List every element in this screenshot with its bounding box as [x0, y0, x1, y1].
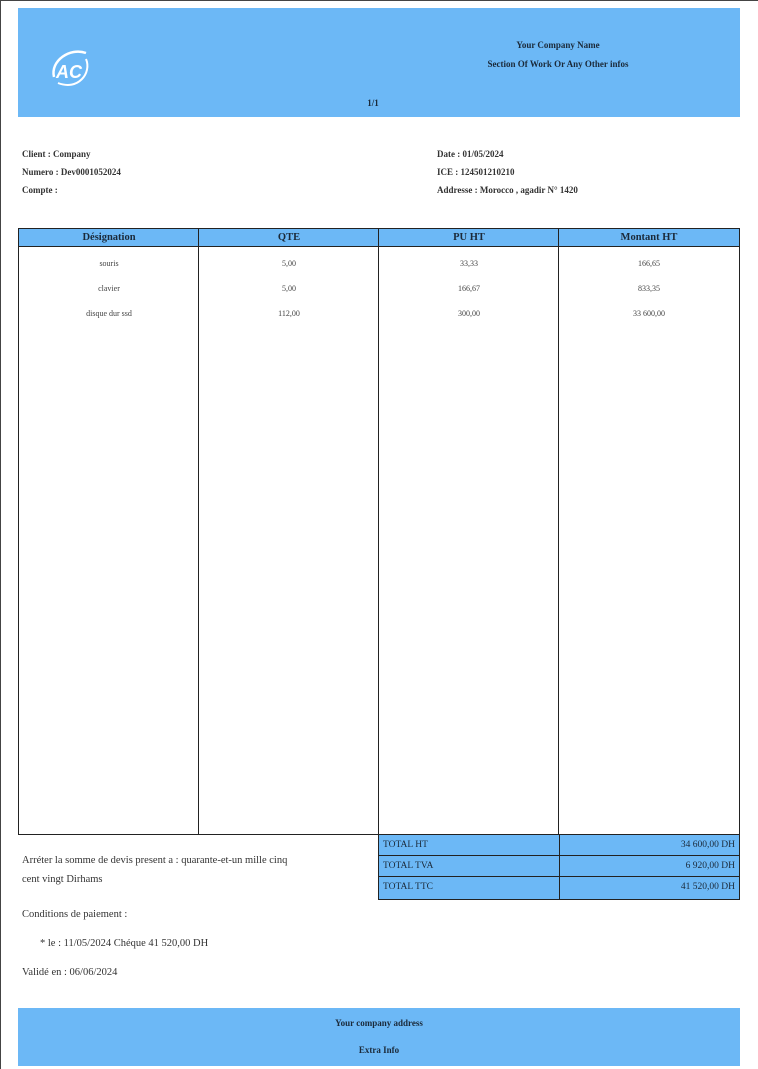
ice-field: ICE : 124501210210 — [437, 167, 515, 177]
footer-extra-info: Extra Info — [358, 1045, 400, 1055]
header-band — [18, 8, 740, 117]
logo-text: AC — [56, 62, 82, 82]
amount-in-words-line-1: Arréter la somme de devis present a : quarante-et-un mille cinq — [22, 855, 288, 866]
total-ht-value: 34 600,00 DH — [680, 840, 735, 850]
company-subtitle: Section Of Work Or Any Other infos — [487, 59, 629, 69]
total-tva-label: TOTAL TVA — [383, 861, 434, 871]
numero-field: Numero : Dev0001052024 — [22, 167, 121, 177]
total-ht-label: TOTAL HT — [383, 840, 428, 850]
table-header — [19, 229, 739, 247]
table-cell: 5,00 — [282, 259, 296, 268]
address-field: Addresse : Morocco , agadir N° 1420 — [437, 185, 578, 195]
totals-table — [378, 834, 740, 900]
company-logo-icon — [48, 47, 92, 89]
client-field: Client : Company — [22, 149, 91, 159]
amount-in-words-line-2: cent vingt Dirhams — [22, 874, 103, 885]
table-cell: 300,00 — [458, 309, 480, 318]
compte-field: Compte : — [22, 185, 58, 195]
table-cell: 33 600,00 — [633, 309, 665, 318]
total-ttc-label: TOTAL TTC — [383, 882, 433, 892]
table-cell: 833,35 — [638, 284, 660, 293]
header-pu-ht: PU HT — [453, 232, 485, 243]
column-divider — [558, 229, 559, 834]
table-cell: 5,00 — [282, 284, 296, 293]
total-tva-row — [379, 856, 739, 877]
table-cell: 166,65 — [638, 259, 660, 268]
total-ttc-value: 41 520,00 DH — [680, 882, 735, 892]
table-cell: 33,33 — [460, 259, 478, 268]
total-tva-value: 6 920,00 DH — [685, 861, 735, 871]
page-number: 1/1 — [367, 98, 379, 108]
payment-conditions-label: Conditions de paiement : — [22, 909, 128, 920]
footer-band — [18, 1008, 740, 1066]
date-field: Date : 01/05/2024 — [437, 149, 504, 159]
validated-date: Validé en : 06/06/2024 — [22, 967, 118, 978]
table-cell: souris — [99, 259, 119, 268]
table-cell: 166,67 — [458, 284, 480, 293]
payment-item: * le : 11/05/2024 Chéque 41 520,00 DH — [40, 938, 209, 949]
total-ttc-row — [379, 877, 739, 898]
column-divider — [378, 229, 379, 834]
table-cell: clavier — [98, 284, 120, 293]
column-divider — [198, 229, 199, 834]
table-cell: disque dur ssd — [86, 309, 132, 318]
header-qte: QTE — [277, 232, 301, 243]
footer-address: Your company address — [335, 1018, 423, 1028]
company-name: Your Company Name — [516, 40, 600, 50]
table-cell: 112,00 — [278, 309, 300, 318]
items-table — [18, 228, 740, 835]
header-designation: Désignation — [82, 232, 136, 243]
header-montant-ht: Montant HT — [620, 232, 678, 243]
total-ht-row — [379, 835, 739, 856]
